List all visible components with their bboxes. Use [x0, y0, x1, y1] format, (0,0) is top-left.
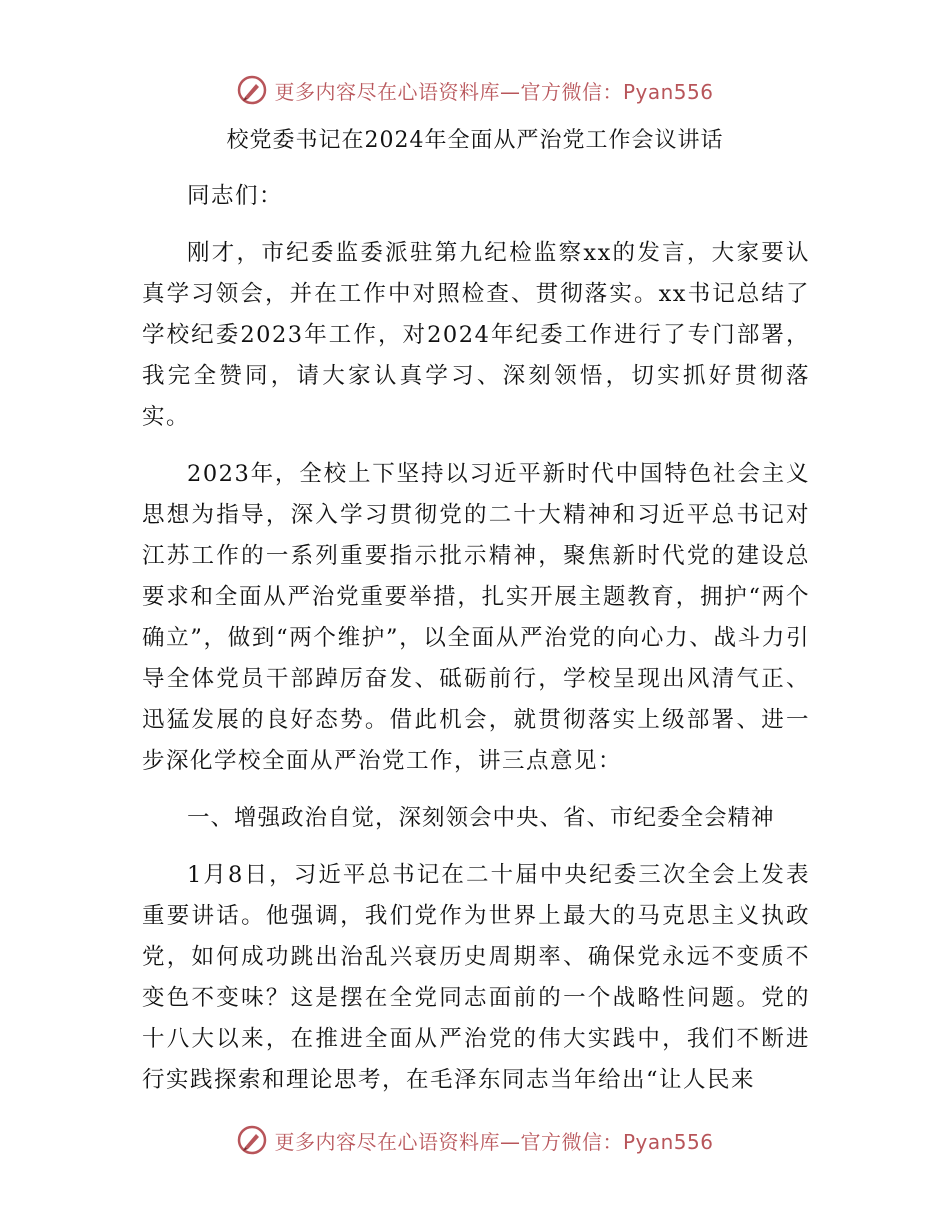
paragraph-2: 2023年，全校上下坚持以习近平新时代中国特色社会主义思想为指导，深入学习贯彻党的二十大精神和习近平总书记对江苏工作的一系列重要指示批示精神，聚焦新时代党的建设总要求和全面从严治党重要举措，扎实开展主题教育，拥护“两个确立”，做到“两个维护”，以全面从严治党的向心力、战斗力引导全体党员干部踔厉奋发、砥砺前行，学校呈现出风清气正、迅猛发展的良好态势。借此机会，就贯彻落实上级部署、进一步深化学校全面从严治党工作，讲三点意见：	[142, 461, 810, 774]
section-heading: 一、增强政治自觉，深刻领会中央、省、市纪委全会精神	[187, 805, 775, 831]
document-title: 校党委书记在2024年全面从严治党工作会议讲话	[226, 128, 724, 153]
watermark-banner-top	[0, 70, 950, 110]
salutation: 同志们：	[187, 183, 284, 209]
watermark-text: 更多内容尽在心语资料库—官方微信：Pyan556	[274, 79, 714, 104]
pen-logo-icon	[236, 1124, 268, 1156]
watermark-banner-bottom	[0, 1120, 950, 1160]
watermark-text: 更多内容尽在心语资料库—官方微信：Pyan556	[274, 1129, 714, 1154]
pen-logo-icon	[236, 74, 268, 106]
document-body	[142, 146, 810, 1101]
paragraph-1: 刚才，市纪委监委派驻第九纪检监察xx的发言，大家要认真学习领会，并在工作中对照检查、贯彻落实。xx书记总结了学校纪委2023年工作，对2024年纪委工作进行了专门部署，我完全赞同，请大家认真学习、深刻领悟，切实抓好贯彻落实。	[142, 240, 810, 430]
paragraph-3: 1月8日，习近平总书记在二十届中央纪委三次全会上发表重要讲话。他强调，我们党作为世界上最大的马克思主义执政党，如何成功跳出治乱兴衰历史周期率、确保党永远不变质不变色不变味？这是摆在全党同志面前的一个战略性问题。党的十八大以来，在推进全面从严治党的伟大实践中，我们不断进行实践探索和理论思考，在毛泽东同志当年给出“让人民来	[142, 862, 810, 1093]
